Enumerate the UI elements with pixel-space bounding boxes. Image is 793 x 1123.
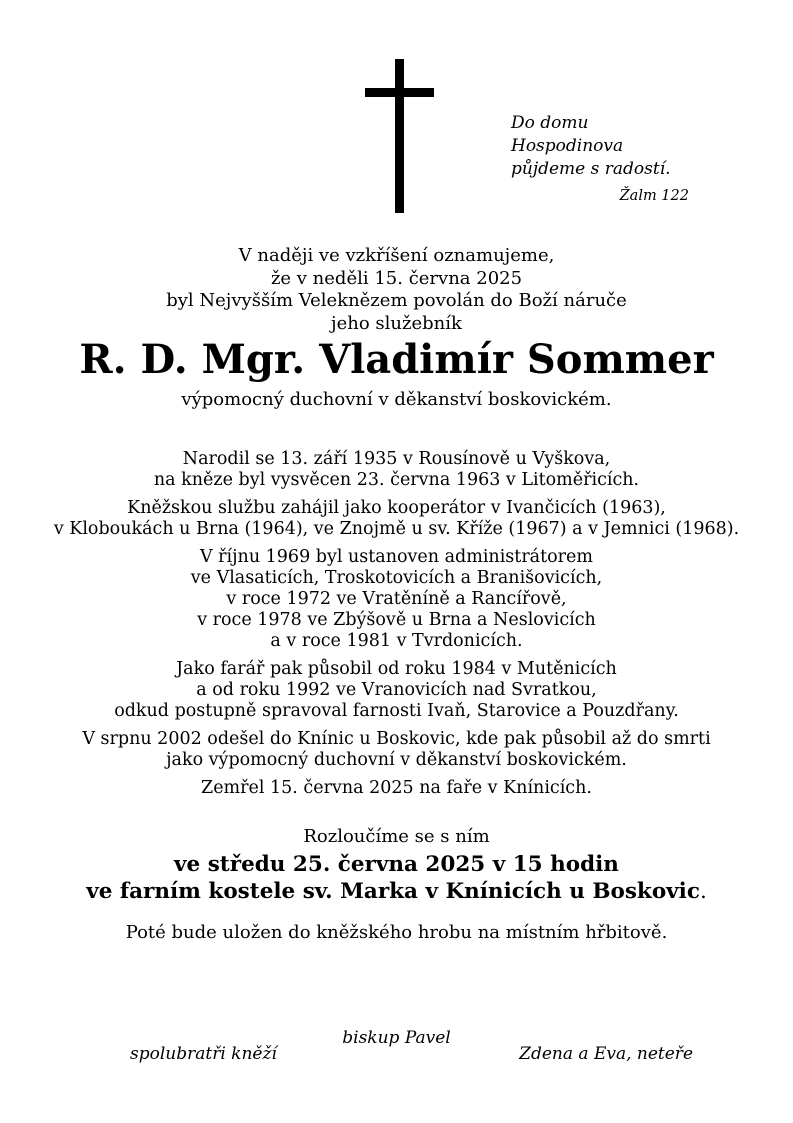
announcement-intro — [0, 245, 793, 335]
bio-paragraph-administrator — [0, 547, 793, 652]
psalm-quote-line-1: Do domu Hospodinova — [511, 113, 624, 156]
intro-line-2: že v neděli 15. června 2025 — [270, 267, 523, 289]
cross-vertical-bar — [395, 59, 404, 213]
intro-line-1: V naději ve vzkříšení oznamujeme, — [238, 245, 555, 266]
biography — [0, 449, 793, 806]
psalm-reference: Žalm 122 — [619, 188, 689, 204]
signature-nieces: Zdena a Eva, neteře — [519, 1044, 693, 1064]
bio-paragraph-retirement — [0, 729, 793, 771]
psalm-quote — [511, 112, 689, 208]
psalm-quote-line-2: půjdeme s radostí. — [511, 159, 671, 179]
signature-fellow-priests: spolubratři kněží — [130, 1044, 277, 1064]
signature-bishop: biskup Pavel — [342, 1028, 451, 1048]
deceased-name: R. D. Mgr. Vladimír Sommer — [79, 336, 714, 383]
bio-line: Kněžskou službu zahájil jako kooperátor v Ivančicích (1963), — [127, 498, 666, 518]
bio-line: v roce 1972 ve Vratěníně a Rancířově, — [226, 589, 567, 609]
cross-horizontal-bar — [365, 88, 434, 97]
burial-note: Poté bude uložen do kněžského hrobu na místním hřbitově. — [125, 922, 668, 943]
bio-line: jako výpomocný duchovní v děkanství boskovickém. — [166, 750, 627, 770]
bio-line: ve Vlasaticích, Troskotovicích a Branišovicích, — [190, 568, 603, 588]
ceremony-datetime: ve středu 25. června 2025 v 15 hodin — [174, 852, 619, 877]
bio-line: a od roku 1992 ve Vranovicích nad Svratkou, — [196, 680, 597, 700]
deceased-role: výpomocný duchovní v děkanství boskovickém. — [181, 389, 612, 410]
intro-line-3: byl Nejvyšším Veleknězem povolán do Boží náruče — [166, 290, 627, 311]
intro-line-4: jeho služebník — [331, 312, 462, 334]
bio-paragraph-death — [0, 778, 793, 799]
bio-line: na kněze byl vysvěcen 23. června 1963 v Litoměřicích. — [153, 470, 640, 490]
ceremony-location: ve farním kostele sv. Marka v Knínicích u Boskovic — [86, 878, 700, 904]
bio-line: Jako farář pak působil od roku 1984 v Mutěnicích — [176, 659, 617, 679]
ceremony-location-suffix: . — [699, 878, 707, 904]
bio-line: V srpnu 2002 odešel do Knínic u Boskovic, kde pak působil až do smrti — [82, 729, 711, 749]
ceremony-location-line — [0, 879, 793, 906]
bio-line: Narodil se 13. září 1935 v Rousínově u Vyškova, — [182, 449, 611, 469]
bio-line: Zemřel 15. června 2025 na faře v Knínicích. — [201, 778, 592, 798]
bio-line: V říjnu 1969 byl ustanoven administrátorem — [199, 547, 594, 567]
bio-line: v roce 1978 ve Zbýšově u Brna a Neslovicích — [197, 610, 596, 630]
bio-paragraph-parish-priest — [0, 659, 793, 722]
bio-line: odkud postupně spravoval farnosti Ivaň, Starovice a Pouzdřany. — [114, 701, 679, 721]
ceremony-details — [0, 852, 793, 905]
bio-line: a v roce 1981 v Tvrdonicích. — [270, 631, 523, 651]
bio-line: v Kloboukách u Brna (1964), ve Znojmě u sv. Kříže (1967) a v Jemnici (1968). — [53, 519, 740, 539]
bio-paragraph-early-service — [0, 498, 793, 540]
farewell-intro: Rozloučíme se s ním — [303, 826, 490, 847]
bio-paragraph-birth — [0, 449, 793, 491]
